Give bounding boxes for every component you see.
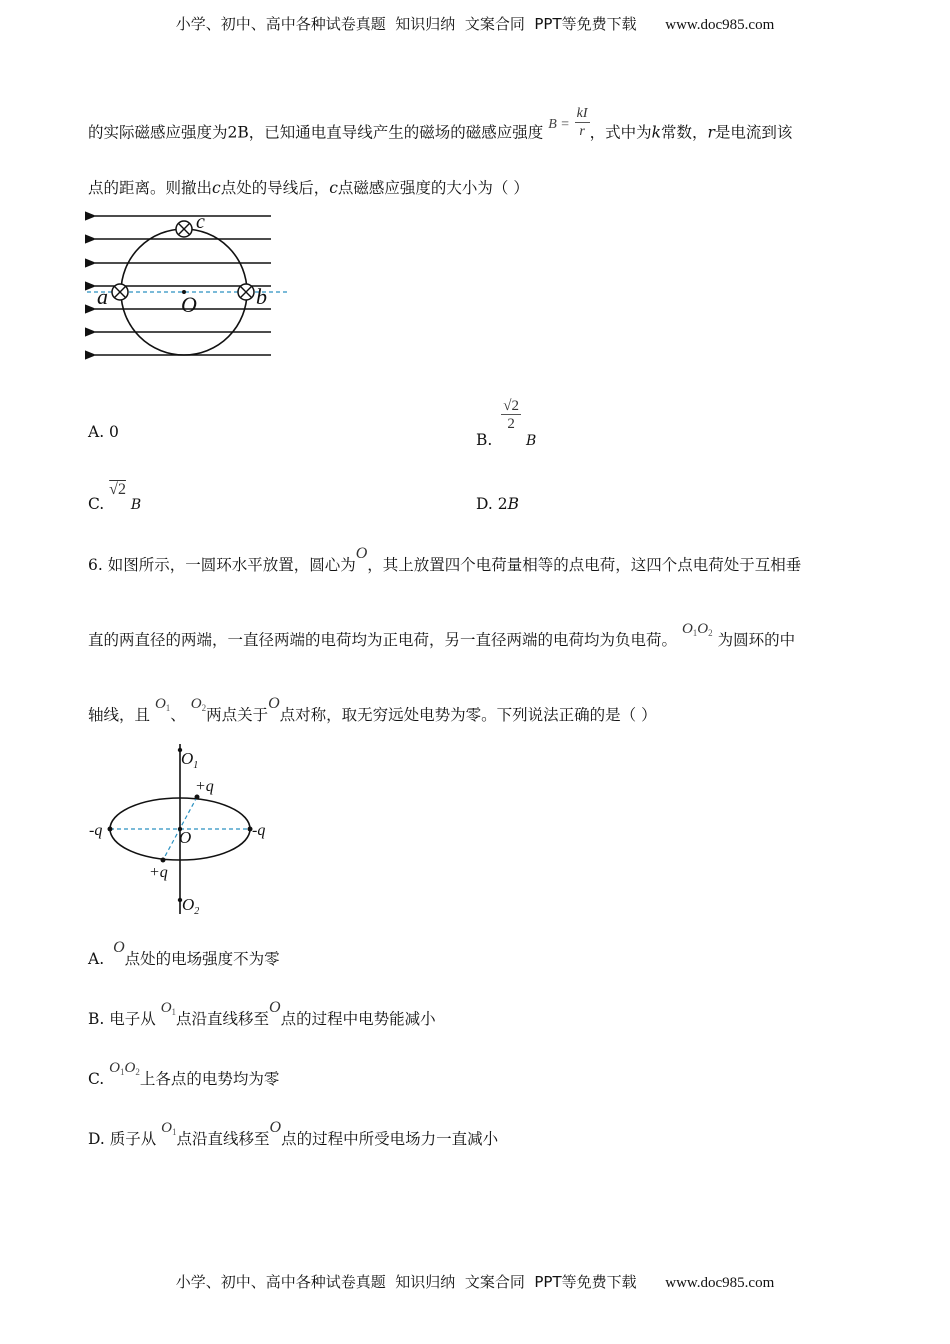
q5-line1 bbox=[88, 106, 793, 151]
q6-option-b[interactable] bbox=[88, 999, 436, 1029]
q5-line2 bbox=[88, 178, 529, 198]
label-b: b bbox=[256, 284, 267, 309]
q6-text: 轴线，且 bbox=[88, 706, 151, 724]
formula-num: kI bbox=[576, 106, 588, 121]
sub: 2 bbox=[708, 628, 713, 638]
label-o2-sub: 2 bbox=[194, 906, 200, 917]
option-text: 点处的电场强度不为零 bbox=[124, 950, 280, 968]
label-plus-q-bottom: +q bbox=[149, 864, 168, 881]
var-o: O bbox=[697, 621, 709, 637]
sub: 1 bbox=[692, 628, 698, 638]
label-o1: O bbox=[181, 749, 194, 768]
var-o: O bbox=[154, 696, 166, 712]
option-text: A. 0 bbox=[88, 423, 119, 441]
option-text: 点沿直线移至 bbox=[176, 1010, 270, 1028]
q5-2b: 2B bbox=[227, 123, 249, 142]
label-plus-q-top: +q bbox=[195, 778, 214, 795]
var-b: B bbox=[130, 497, 142, 513]
q6-text: 、 bbox=[170, 706, 186, 724]
page-header bbox=[0, 13, 950, 34]
o1o2 bbox=[109, 1060, 140, 1076]
q5-text: 是电流到该 bbox=[714, 123, 793, 142]
option-text: 点的过程中电势能减小 bbox=[280, 1010, 436, 1028]
q5-option-b[interactable] bbox=[476, 398, 537, 449]
svg-text:O1 bbox=[181, 749, 198, 771]
option-label: A. bbox=[88, 950, 105, 968]
frac-num: √2 bbox=[503, 398, 519, 414]
q5-option-c[interactable] bbox=[88, 480, 142, 513]
option-text: 点沿直线移至 bbox=[176, 1130, 270, 1148]
label-minus-q-left: -q bbox=[89, 822, 103, 839]
label-o: O bbox=[179, 828, 192, 847]
page-footer bbox=[0, 1271, 950, 1292]
option-text: 点的过程中所受电场力一直减小 bbox=[281, 1130, 499, 1148]
var-o: O bbox=[161, 1120, 173, 1136]
sqrt2: √2 bbox=[109, 481, 126, 498]
header-text: 小学、初中、高中各种试卷真题 知识归纳 文案合同 PPT等免费下载 bbox=[175, 15, 637, 33]
label-minus-q-right: -q bbox=[252, 822, 266, 839]
sub: 1 bbox=[172, 1127, 177, 1137]
svg-text:O2 bbox=[182, 895, 199, 917]
q6-text: 6. 如图所示，一圆环水平放置，圆心为 bbox=[88, 556, 356, 574]
footer-text: 小学、初中、高中各种试卷真题 知识归纳 文案合同 PPT等免费下载 bbox=[175, 1273, 637, 1291]
option-label: C. bbox=[88, 1070, 105, 1088]
option-text: 上各点的电势均为零 bbox=[139, 1070, 280, 1088]
var-c: c bbox=[329, 179, 338, 197]
footer-url[interactable]: www.doc985.com bbox=[665, 1275, 775, 1291]
q6-text: 为圆环的中 bbox=[717, 631, 796, 649]
sub: 1 bbox=[120, 1067, 125, 1077]
formula-den: r bbox=[579, 124, 585, 139]
o1 bbox=[161, 1000, 176, 1016]
q6-text: 点对称，取无穷远处电势为零。下列说法正确的是（ ） bbox=[279, 706, 657, 724]
q6-option-a[interactable] bbox=[88, 939, 280, 969]
label-c: c bbox=[196, 211, 205, 233]
q6-text: 两点关于 bbox=[206, 706, 269, 724]
var-b: B bbox=[507, 495, 519, 513]
option-label: B. 电子从 bbox=[88, 1010, 156, 1028]
q6-text: ，其上放置四个电荷量相等的点电荷，这四个点电荷处于互相垂 bbox=[367, 556, 802, 574]
q5-text: 点处的导线后， bbox=[220, 179, 330, 197]
o1o2 bbox=[682, 621, 713, 637]
var-o: O bbox=[109, 1060, 121, 1076]
sub: 1 bbox=[171, 1007, 177, 1017]
option-label: B. bbox=[476, 430, 493, 449]
q5-text: 点磁感应强度的大小为（ ） bbox=[337, 179, 529, 197]
fraction-sqrt2-over-2 bbox=[501, 398, 521, 433]
o2 bbox=[191, 696, 206, 712]
frac-den: 2 bbox=[507, 416, 515, 432]
q6-line3 bbox=[88, 695, 657, 730]
q5-text: 的实际磁感应强度为 bbox=[88, 123, 228, 142]
var-o: O bbox=[190, 696, 202, 712]
label-o1-sub: 1 bbox=[193, 760, 199, 771]
q5-text: 点的距离。则撤出 bbox=[88, 179, 213, 197]
formula-fraction bbox=[575, 106, 590, 141]
q6-line1 bbox=[88, 545, 802, 576]
o1 bbox=[155, 696, 170, 712]
label-a: a bbox=[97, 284, 108, 309]
header-url[interactable]: www.doc985.com bbox=[665, 17, 775, 33]
var-o: O bbox=[681, 621, 693, 637]
q5-option-a[interactable] bbox=[88, 423, 119, 441]
var-b: B bbox=[525, 432, 537, 449]
var-r: r bbox=[707, 123, 715, 142]
var-k: k bbox=[651, 123, 661, 142]
label-o2: O bbox=[182, 895, 195, 914]
sub: 2 bbox=[201, 703, 207, 713]
formula-lhs: B = bbox=[548, 116, 570, 132]
q6-figure-ring-charges bbox=[85, 740, 285, 920]
q6-option-d[interactable] bbox=[88, 1119, 499, 1149]
var-o: O bbox=[124, 1060, 136, 1076]
var-o: O bbox=[160, 1000, 172, 1016]
var-o: O bbox=[269, 999, 281, 1016]
var-o: O bbox=[113, 939, 125, 956]
q6-option-c[interactable] bbox=[88, 1060, 280, 1089]
option-label: D. 质子从 bbox=[88, 1130, 157, 1148]
var-o: O bbox=[355, 545, 368, 562]
option-label: C. bbox=[88, 495, 105, 513]
q6-line2 bbox=[88, 621, 796, 655]
q5-option-d[interactable] bbox=[476, 495, 519, 513]
var-o: O bbox=[269, 1119, 282, 1136]
sub: 2 bbox=[135, 1067, 140, 1077]
var-o: O bbox=[268, 695, 280, 712]
q5-text: ，已知通电直导线产生的磁场的磁感应强度 bbox=[248, 123, 544, 142]
sub: 1 bbox=[165, 703, 171, 713]
q5-text: ，式中为 bbox=[589, 123, 652, 142]
label-o: O bbox=[181, 292, 197, 317]
q6-text: 直的两直径的两端，一直径两端的电荷均为正电荷，另一直径两端的电荷均为负电荷。 bbox=[88, 631, 678, 649]
q5-figure-magnetic-field bbox=[85, 205, 295, 365]
q5-text: 常数， bbox=[660, 123, 708, 142]
o1 bbox=[161, 1120, 176, 1136]
option-text: D. 2 bbox=[476, 495, 508, 513]
var-c: c bbox=[212, 179, 221, 197]
